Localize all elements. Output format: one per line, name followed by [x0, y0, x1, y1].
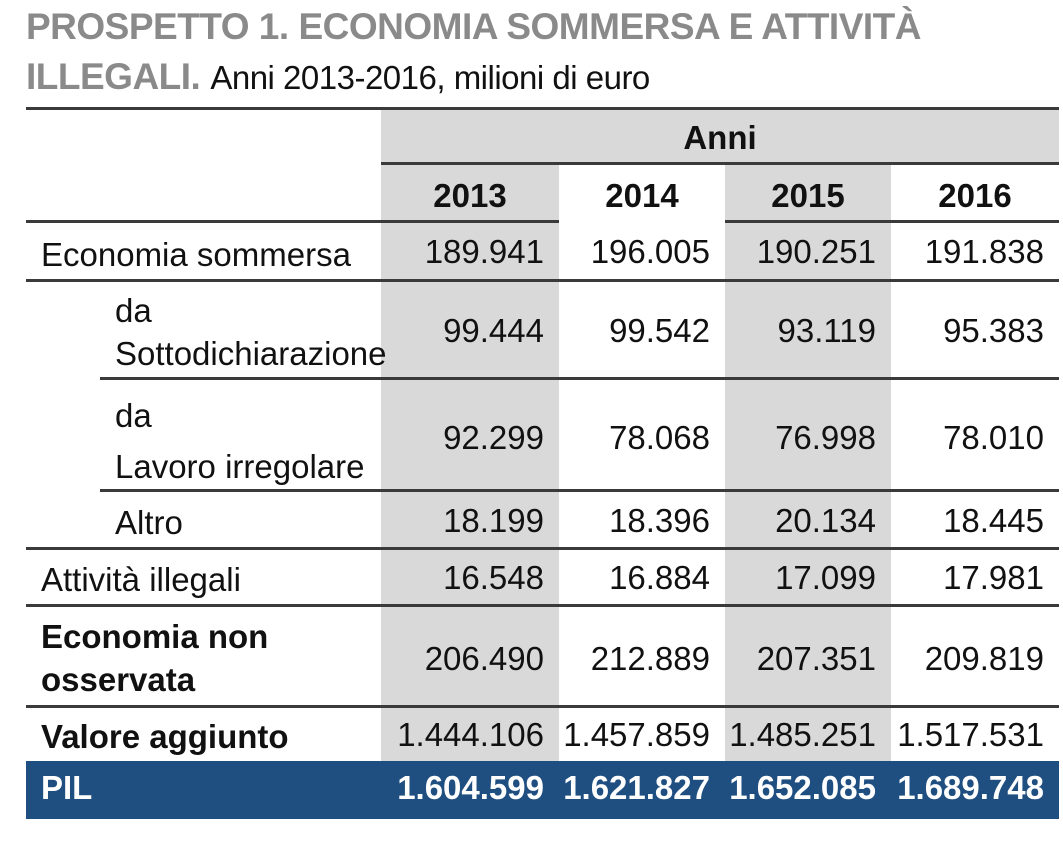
row-label-line: da [115, 397, 152, 434]
header-year: 2016 [938, 177, 1012, 214]
table-cell: 78.068 [609, 419, 710, 456]
row-label: Economia sommersa [41, 236, 351, 273]
table-cell: 196.005 [590, 233, 710, 270]
row-label: Valore aggiunto [41, 718, 289, 755]
row-label [115, 390, 364, 492]
row-label-line: Sottodichiarazione [115, 335, 387, 372]
table-cell: 16.548 [443, 559, 544, 596]
table-title [26, 2, 1056, 103]
table-cell: 1.689.748 [897, 769, 1044, 806]
rule-years-left [26, 220, 559, 223]
rule-years-right [725, 220, 1059, 223]
table-cell: 92.299 [443, 419, 544, 456]
table-cell: 17.981 [943, 559, 1044, 596]
header-year: 2013 [433, 177, 507, 214]
header-anni: Anni [683, 119, 757, 156]
row-label-line: osservata [41, 661, 196, 698]
pil-row [26, 761, 1059, 819]
row-label [41, 615, 268, 701]
table-cell: 1.485.251 [729, 716, 876, 753]
row-label-line: da [115, 292, 152, 329]
table-cell: 1.652.085 [729, 769, 876, 806]
table-cell: 212.889 [590, 640, 710, 677]
table-cell: 191.838 [924, 233, 1044, 270]
table-cell: 18.445 [943, 502, 1044, 539]
table-cell: 78.010 [943, 419, 1044, 456]
header-year: 2014 [605, 177, 679, 214]
title-subtitle: Anni 2013-2016, milioni di euro [210, 59, 650, 96]
header-year: 2015 [771, 177, 845, 214]
table-cell: 16.884 [609, 559, 710, 596]
table-cell: 99.542 [609, 312, 710, 349]
table-cell: 17.099 [775, 559, 876, 596]
table-cell: 20.134 [775, 502, 876, 539]
table-cell: 1.621.827 [563, 769, 710, 806]
table-cell: 95.383 [943, 312, 1044, 349]
table-cell: 189.941 [424, 233, 544, 270]
row-label-line: Lavoro irregolare [115, 448, 365, 485]
rule-row5 [26, 604, 1059, 607]
table-cell: 207.351 [756, 640, 876, 677]
rule-anni [381, 162, 1059, 165]
table-cell: 93.119 [777, 312, 876, 349]
data-table [26, 107, 1059, 822]
rule-row2 [100, 377, 1059, 380]
table-cell: 209.819 [924, 640, 1044, 677]
table-cell: 190.251 [756, 233, 876, 270]
table-cell: 18.396 [609, 502, 710, 539]
row-label: Altro [115, 504, 183, 541]
table-cell: 206.490 [424, 640, 544, 677]
rule-top [26, 107, 1059, 110]
row-label-line: Economia non [41, 618, 269, 655]
row-label: PIL [41, 769, 93, 806]
table-cell: 1.457.859 [563, 716, 710, 753]
table-cell: 99.444 [443, 312, 544, 349]
title-bold: PROSPETTO 1. ECONOMIA SOMMERSA E ATTIVITÀ ILLEGALI. [26, 6, 921, 97]
row-label [115, 289, 387, 375]
table-cell: 18.199 [443, 502, 544, 539]
table-cell: 1.517.531 [897, 716, 1044, 753]
rule-row1 [26, 279, 1059, 282]
rule-row4 [26, 547, 1059, 550]
row-label: Attività illegali [41, 561, 241, 598]
table-cell: 1.444.106 [397, 716, 544, 753]
table-cell: 1.604.599 [397, 769, 544, 806]
table-cell: 76.998 [775, 419, 876, 456]
rule-row6 [26, 705, 1059, 708]
